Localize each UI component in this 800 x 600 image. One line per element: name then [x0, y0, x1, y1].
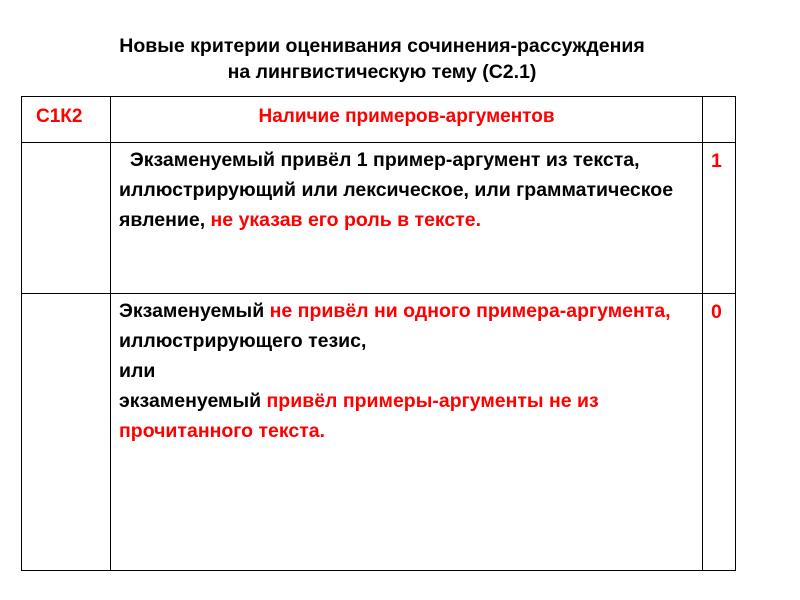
description-line: [119, 148, 696, 172]
description-line: или: [119, 360, 156, 382]
description-line: иллюстрирующего тезис,: [119, 330, 367, 352]
row-score: 1: [703, 143, 736, 294]
description-line: иллюстрирующий или лексическое, или грамматическое: [119, 179, 674, 201]
description-text: экзаменуемый: [119, 390, 267, 412]
table-header-row: [22, 97, 736, 143]
description-line: прочитанного текста.: [119, 420, 326, 442]
criterion-code: С1К2: [22, 97, 111, 143]
slide-title-line-2: на лингвистическую тему (С2.1): [227, 61, 537, 83]
row-score: 0: [703, 294, 736, 571]
description-text: явление,: [119, 209, 211, 231]
description-highlight: не привёл ни одного примера-аргумента,: [269, 300, 671, 322]
table-row: [22, 143, 736, 294]
criteria-table: [21, 96, 736, 571]
slide-title: [0, 33, 764, 85]
criterion-title: Наличие примеров-аргументов: [111, 97, 703, 143]
row-description: [111, 294, 703, 571]
row-code-cell: [22, 294, 111, 571]
header-score-cell: [703, 97, 736, 143]
description-line: [119, 208, 696, 232]
row-description: [111, 143, 703, 294]
row-code-cell: [22, 143, 111, 294]
description-text: Экзаменуемый: [119, 300, 270, 322]
slide-title-line-1: Новые критерии оценивания сочинения-рассуждения: [119, 35, 645, 57]
table-row: [22, 294, 736, 571]
description-line: [119, 389, 696, 413]
description-text: Экзаменуемый привёл 1 пример-аргумент из текста,: [129, 149, 640, 171]
description-highlight: привёл примеры-аргументы не из: [266, 390, 599, 412]
description-highlight: не указав его роль в тексте.: [210, 209, 482, 231]
description-line: [119, 299, 696, 323]
